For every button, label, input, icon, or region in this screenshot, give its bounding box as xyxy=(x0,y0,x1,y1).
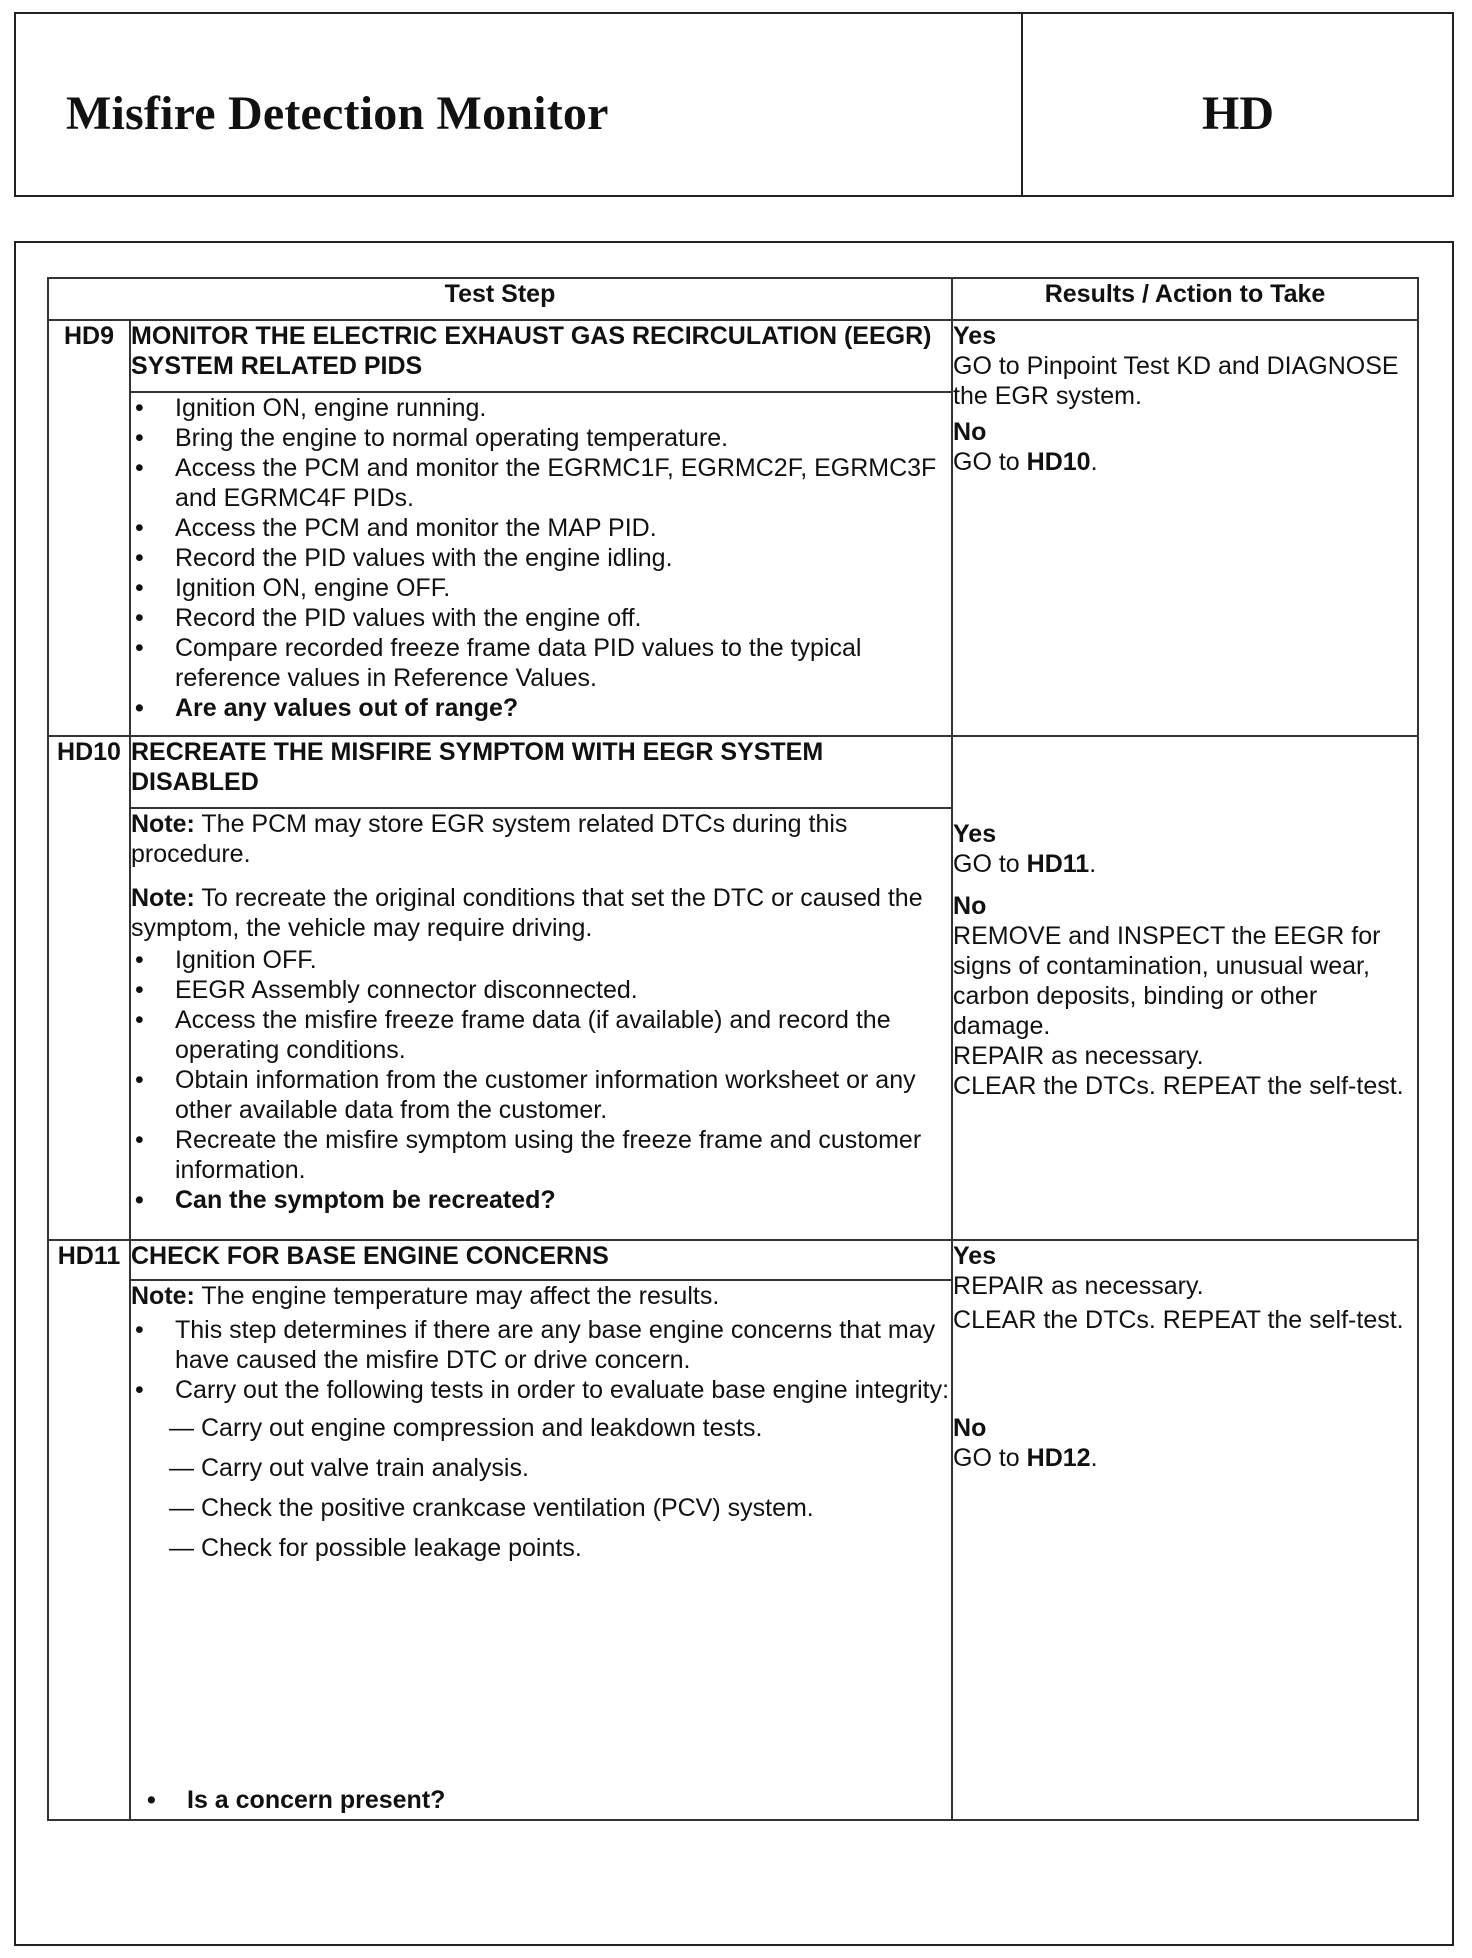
step-heading-hd10: RECREATE THE MISFIRE SYMPTOM WITH EEGR SYSTEM DISABLED xyxy=(130,736,952,808)
step-question: • Can the symptom be recreated? xyxy=(131,1185,951,1215)
result-yes-label: Yes xyxy=(953,820,997,848)
sub-list-item: — Check for possible leakage points. xyxy=(131,1533,951,1563)
step-body-hd11 xyxy=(130,1280,952,1820)
note-text: To recreate the original conditions that set the DTC or caused the symptom, the vehicle may require driving. xyxy=(131,884,923,942)
list-item: • Record the PID values with the engine off. xyxy=(131,603,951,633)
note xyxy=(131,883,951,943)
list-item: • Record the PID values with the engine idling. xyxy=(131,543,951,573)
step-question: • Are any values out of range? xyxy=(131,693,951,723)
step-body-hd10 xyxy=(130,808,952,1240)
result-no-text: GO to HD10. xyxy=(953,448,1098,476)
list-item: • Compare recorded freeze frame data PID values to the typical reference values in Reference Values. xyxy=(131,633,951,693)
sub-list-item: — Carry out engine compression and leakdown tests. xyxy=(131,1413,951,1443)
result-yes-label: Yes xyxy=(953,1242,997,1270)
header-box xyxy=(14,12,1454,197)
section-code: HD xyxy=(1202,87,1274,140)
test-step-table xyxy=(47,277,1419,1821)
sub-list-item: — Check the positive crankcase ventilation (PCV) system. xyxy=(131,1493,951,1523)
list-item: • Obtain information from the customer information worksheet or any other available data from the customer. xyxy=(131,1065,951,1125)
note xyxy=(131,1281,951,1311)
list-item: • Access the misfire freeze frame data (if available) and record the operating conditions. xyxy=(131,1005,951,1065)
step-code-hd11: HD11 xyxy=(48,1240,130,1820)
note-label: Note: xyxy=(131,884,195,912)
result-no-text-2: REPAIR as necessary. xyxy=(953,1042,1204,1070)
list-item: • Ignition ON, engine OFF. xyxy=(131,573,951,603)
note-label: Note: xyxy=(131,810,195,838)
goto-target: HD10 xyxy=(1026,448,1091,476)
step-question: • Is a concern present? xyxy=(143,1785,445,1815)
result-cell-hd10 xyxy=(952,736,1418,1240)
result-no-text: GO to HD12. xyxy=(953,1444,1098,1472)
list-item: • Ignition ON, engine running. xyxy=(131,393,951,423)
column-header-test-step: Test Step xyxy=(48,278,952,320)
goto-target: HD11 xyxy=(1026,850,1090,878)
result-yes-text: GO to HD11. xyxy=(953,850,1097,878)
result-no-label: No xyxy=(953,1414,987,1442)
note-text: The engine temperature may affect the results. xyxy=(201,1282,720,1310)
step-code-hd9: HD9 xyxy=(48,320,130,736)
list-item: • Bring the engine to normal operating temperature. xyxy=(131,423,951,453)
result-yes-text: REPAIR as necessary. xyxy=(953,1272,1204,1300)
list-item: • Access the PCM and monitor the MAP PID. xyxy=(131,513,951,543)
goto-prefix: GO to xyxy=(953,448,1020,476)
step-body-hd9 xyxy=(130,392,952,736)
note xyxy=(131,809,951,869)
list-item: • This step determines if there are any base engine concerns that may have caused the misfire DTC or drive concern. xyxy=(131,1315,951,1375)
result-yes-text: GO to Pinpoint Test KD and DIAGNOSE the EGR system. xyxy=(953,352,1399,410)
list-item: • Carry out the following tests in order to evaluate base engine integrity: xyxy=(131,1375,951,1405)
column-header-results: Results / Action to Take xyxy=(952,278,1418,320)
result-no-label: No xyxy=(953,892,987,920)
page-title: Misfire Detection Monitor xyxy=(66,87,609,140)
result-yes-text-2: CLEAR the DTCs. REPEAT the self-test. xyxy=(953,1306,1404,1334)
result-no-text: REMOVE and INSPECT the EEGR for signs of contamination, unusual wear, carbon deposits, binding or other damage. xyxy=(953,922,1381,1040)
step-code-hd10: HD10 xyxy=(48,736,130,1240)
result-no-label: No xyxy=(953,418,987,446)
result-cell-hd9 xyxy=(952,320,1418,736)
goto-prefix: GO to xyxy=(953,1444,1020,1472)
result-cell-hd11 xyxy=(952,1240,1418,1820)
list-item: • Recreate the misfire symptom using the freeze frame and customer information. xyxy=(131,1125,951,1185)
step-heading-hd9: MONITOR THE ELECTRIC EXHAUST GAS RECIRCULATION (EEGR) SYSTEM RELATED PIDS xyxy=(130,320,952,392)
list-item: • Access the PCM and monitor the EGRMC1F, EGRMC2F, EGRMC3F and EGRMC4F PIDs. xyxy=(131,453,951,513)
list-item: • EEGR Assembly connector disconnected. xyxy=(131,975,951,1005)
goto-prefix: GO to xyxy=(953,850,1020,878)
list-item: • Ignition OFF. xyxy=(131,945,951,975)
result-no-text-3: CLEAR the DTCs. REPEAT the self-test. xyxy=(953,1072,1404,1100)
goto-target: HD12 xyxy=(1026,1444,1091,1472)
sub-list-item: — Carry out valve train analysis. xyxy=(131,1453,951,1483)
step-heading-hd11: CHECK FOR BASE ENGINE CONCERNS xyxy=(130,1240,952,1280)
note-text: The PCM may store EGR system related DTCs during this procedure. xyxy=(131,810,848,868)
result-yes-label: Yes xyxy=(953,322,997,350)
note-label: Note: xyxy=(131,1282,195,1310)
